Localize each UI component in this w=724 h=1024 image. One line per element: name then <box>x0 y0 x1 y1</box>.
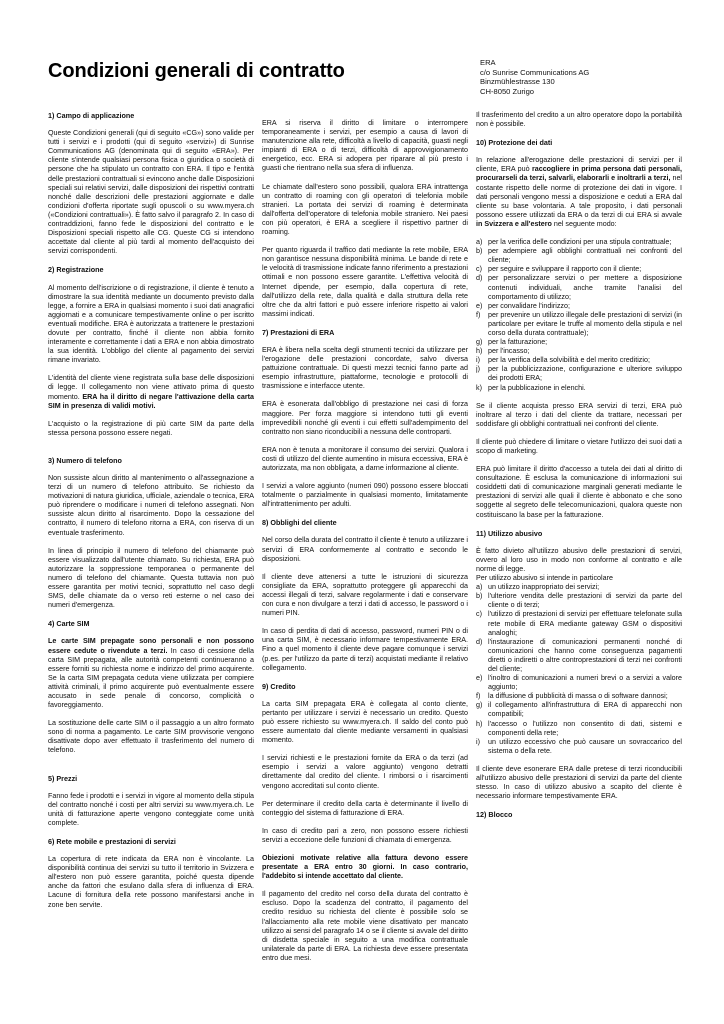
text-run: nel seguente modo: <box>551 219 617 228</box>
section-heading-protezione-dei-dati: 10) Protezione dei dati <box>476 138 553 148</box>
list-letter: i) <box>476 737 480 746</box>
list-text: per la verifica della solvibilità e del merito creditizio; <box>488 356 650 365</box>
list-item <box>476 692 682 701</box>
address-street: Binzmühlestrasse 130 <box>480 77 555 87</box>
section-paragraph: La carta SIM prepagata ERA è collegata al conto cliente, pertanto per utilizzare i servizi è necessario un credito. Questo può essere richiesto su www.myera.ch. Il saldo del conto può essere aumentato dal cliente mediante versamenti in qualsiasi momento. <box>262 699 468 745</box>
section-paragraph <box>48 637 254 710</box>
list-text: per la pubblicazione in elenchi. <box>488 383 586 392</box>
section-paragraph: Queste Condizioni generali (qui di seguito «CG») sono valide per tutti i servizi e i prodotti (qui di seguito «servizi») di Sunrise Communications AG (denominata qui di seguito «ERA»). Per cliente s'intende qualsiasi persona fisica o giuridica o società di persone che ha stipulato un contratto con ERA. Il tipo e l'entità delle prestazioni contrattuali si evincono anche dalle Disposizioni speciali sui relativi servizi, dalle disposizioni dei rispettivi contratti nonché dalle descrizioni delle prestazioni aggiornate e dalle condizioni d'offerta riportate sugli opuscoli o su www.myera.ch («Condizioni contrattuali»). È fatto salvo il paragrafo 2. In caso di contraddizioni, fanno fede le disposizioni del contratto e le Disposizioni speciali rispetto alle CG. Queste CG si intendono accettate dal cliente al più tardi al momento dell'acquisto dei servizi corrispondenti. <box>48 129 254 256</box>
section-paragraph: Le chiamate dall'estero sono possibili, qualora ERA intrattenga un contratto di roaming con gli operatori di telefonia mobile stranieri. La portata dei servizi di roaming è determinata dall'offerta dell'operatore di telefonia mobile straniero. Nei paesi con più operatori, è ERA a scegliere il rispettivo partner di roaming. <box>262 182 468 237</box>
list-text: l'instaurazione di comunicazioni permanenti nonché di comunicazioni che hanno come conseguenza pagamenti diretti o indiretti o altre controprestazioni di terzi nei confronti del cliente; <box>488 637 682 673</box>
list-letter: k) <box>476 383 482 392</box>
list-item <box>476 738 682 756</box>
list-text: per la verifica delle condizioni per una stipula contrattuale; <box>488 238 672 247</box>
list-item <box>476 610 682 637</box>
section-paragraph: In caso di credito pari a zero, non possono essere richiesti servizi a eccezione delle funzioni di chiamata di emergenza. <box>262 826 468 844</box>
section-paragraph: ERA può limitare il diritto d'accesso a tutela dei dati al diritto di consultazione. È esclusa la comunicazione di informazioni sui cosiddetti dati di comunicazione marginali generati mediante le prestazioni di servizi alle quali il cliente è abbonato e che sono soggette al segreto delle telecomunicazioni, qualora queste non costituiscano la base per la fatturazione. <box>476 465 682 519</box>
section-paragraph: Il cliente deve esonerare ERA dalle pretese di terzi riconducibili all'utilizzo abusivo delle prestazioni di servizi da parte del cliente stesso. In caso di utilizzo abusivo a scapito del cliente è necessario informare tempestivamente ERA. <box>476 764 682 801</box>
section-paragraph: ERA è libera nella scelta degli strumenti tecnici da utilizzare per l'erogazione delle prestazioni concordate, salvo diversa pattuizione contrattuale. Di questi mezzi tecnici fanno parte ad esempio infrastrutture, piattaforme, tecnologie e protocolli di trasmissione e interfacce utente. <box>262 345 468 391</box>
list-letter: e) <box>476 674 483 683</box>
list-text: per la pubblicizzazione, configurazione e ulteriore sviluppo dei prodotti ERA; <box>488 365 682 383</box>
bold-text-run: ERA ha il diritto di negare l'attivazione della carta SIM in presenza di validi motivi. <box>48 392 254 410</box>
list-text: un utilizzo inappropriato dei servizi; <box>488 583 600 592</box>
text-run: In relazione all'erogazione delle prestazioni di servizi per il cliente, ERA può <box>476 156 682 174</box>
section-heading-prestazioni-di-era: 7) Prestazioni di ERA <box>262 327 335 337</box>
list-item <box>476 338 682 347</box>
bold-text-run: Le carte SIM prepagate sono personali e non possono essere cedute o rivendute a terzi. <box>48 637 254 655</box>
list-letter: d) <box>476 274 483 283</box>
list-letter: f) <box>476 310 481 319</box>
section-paragraph: Per utilizzo abusivo si intende in particolare <box>476 574 613 583</box>
abuse-list <box>476 583 682 756</box>
list-letter: a) <box>476 238 483 247</box>
section-heading-numero-di-telefono: 3) Numero di telefono <box>48 455 122 465</box>
column-middle <box>262 119 468 1019</box>
section-paragraph: La sostituzione delle carte SIM o il passaggio a un altro formato sono di norma a pagamento. Le carte SIM provvisorie vengono disattivate dopo aver effettuato il trasferimento del numero di telefono. <box>48 719 254 755</box>
sender-address <box>480 58 589 96</box>
list-item <box>476 265 682 274</box>
section-paragraph: Il cliente può chiedere di limitare o vietare l'utilizzo dei suoi dati a scopo di marketing. <box>476 437 682 455</box>
address-company: ERA <box>480 58 496 67</box>
list-letter: g) <box>476 701 483 710</box>
list-item <box>476 701 682 719</box>
list-text: per personalizzare servizi o per mettere a disposizione contenuti individuali, anche tramite l'analisi del comportamento di utilizzo; <box>488 274 682 301</box>
text-run: In caso di cessione della carta SIM prepagata, alle autorità competenti continueranno a essere forniti su richiesta nome e indirizzo del primo acquirente. Se la carta SIM prepagata ceduta viene utilizzata per compiere attività criminali, il primo acquirente può eventualmente essere accusato in sede penale di concorso, complicità o favoreggiamento. <box>48 646 254 710</box>
list-item <box>476 247 682 265</box>
section-heading-rete-mobile: 6) Rete mobile e prestazioni di servizi <box>48 837 176 846</box>
list-letter: i) <box>476 356 480 365</box>
section-paragraph: Il trasferimento del credito a un altro operatore dopo la portabilità non è possibile. <box>476 111 682 129</box>
section-paragraph: I servizi a valore aggiunto (numeri 090) possono essere bloccati totalmente o parzialmente in qualsiasi momento, limitatamente all'intrattenimento per adulti. <box>262 482 468 509</box>
address-city: CH-8050 Zurigo <box>480 86 535 96</box>
section-paragraph <box>48 374 254 410</box>
list-item <box>476 311 682 338</box>
list-text: il collegamento all'infrastruttura di ERA di apparecchi non compatibili; <box>488 701 682 719</box>
list-text: l'accesso o l'utilizzo non consentito di dati, sistemi e componenti della rete; <box>488 719 682 737</box>
section-paragraph: ERA non è tenuta a monitorare il consumo dei servizi. Qualora i costi di utilizzo del cliente aumentino in misura eccessiva, ERA è autorizzata, ma non obbligata, a darne informazione al cliente. <box>262 445 468 472</box>
section-paragraph: Nel corso della durata del contratto il cliente è tenuto a utilizzare i servizi di ERA conformemente al contratto e secondo le disposizioni. <box>262 536 468 563</box>
list-item <box>476 638 682 674</box>
list-item <box>476 583 682 592</box>
section-paragraph: In linea di principio il numero di telefono del chiamante può essere visualizzato dall'utente chiamato. Su richiesta, ERA può autorizzare la soppressione temporanea o permanente del numero di telefono del chiamante. Questa tuttavia non può essere garantita per motivi tecnici, soprattutto nel caso degli SMS, delle chiamate da o verso reti esterne o nel caso dei numeri d'emergenza. <box>48 546 254 610</box>
section-paragraph: Non sussiste alcun diritto al mantenimento o all'assegnazione a terzi di un numero di telefono attribuito. Se richiesto da motivazioni di natura giuridica, ufficiale, aziendale o tecnica, ERA può riprendere o modificare i numeri di telefono assegnati. Non sussiste alcun diritto al risarcimento. Dopo la cessazione del contratto, il numero di telefono ritorna a ERA, con riserva di un eventuale trasferimento. <box>48 474 254 537</box>
list-letter: h) <box>476 347 483 356</box>
data-usage-list <box>476 238 682 393</box>
section-heading-registrazione: 2) Registrazione <box>48 265 104 275</box>
column-left <box>48 111 254 1011</box>
list-text: per la fatturazione; <box>488 338 548 347</box>
list-letter: e) <box>476 301 483 310</box>
bold-text-run: in Svizzera e all'estero <box>476 219 552 228</box>
list-item <box>476 238 682 247</box>
section-heading-carte-sim: 4) Carte SIM <box>48 619 90 629</box>
list-letter: b) <box>476 592 483 601</box>
list-item <box>476 347 682 356</box>
list-letter: h) <box>476 719 483 728</box>
list-text: l'inoltro di comunicazioni a numeri brevi o a servizi a valore aggiunto; <box>488 674 682 692</box>
list-letter: j) <box>476 365 480 374</box>
list-letter: f) <box>476 692 481 701</box>
bold-text-run: raccogliere in prima persona dati personali, procurarseli da terzi, salvarli, elaborarli e inoltrarli a terzi, <box>476 165 682 183</box>
section-paragraph: Il pagamento del credito nel corso della durata del contratto è escluso. Dopo la scadenza del contratto, il pagamento del credito residuo su richiesta del cliente è possibile solo se l'allacciamento alla rete mobile viene disattivato per mancato utilizzo ai sensi del paragrafo 14 o se il cliente si avvale del diritto di disdetta speciale in seguito a una modifica contrattuale unilaterale da parte di ERA. La richiesta deve essere presentata entro due mesi. <box>262 890 468 962</box>
list-letter: c) <box>476 265 482 274</box>
list-text: la diffusione di pubblicità di massa o di software dannosi; <box>488 692 668 701</box>
address-care-of: c/o Sunrise Communications AG <box>480 67 590 77</box>
section-paragraph: L'acquisto o la registrazione di più carte SIM da parte della stessa persona possono essere negati. <box>48 419 254 437</box>
list-text: l'ulteriore vendita delle prestazioni di servizi da parte del cliente o di terzi; <box>488 592 682 610</box>
section-heading-blocco: 12) Blocco <box>476 810 513 820</box>
section-heading-credito: 9) Credito <box>262 681 296 691</box>
section-heading-campo-di-applicazione: 1) Campo di applicazione <box>48 111 135 120</box>
text-run: nel costante rispetto delle norme di protezione dei dati in vigore. I dati personali vengono messi a disposizione e ceduti a ERA dal cliente su base volontaria. A tale proposito, i dati personali possono essere utilizzati da ERA o da terzi di cui ERA si avvale <box>476 174 682 219</box>
page-title: Condizioni generali di contratto <box>48 60 345 82</box>
list-text: per adempiere agli obblighi contrattuali nei confronti del cliente; <box>488 247 682 265</box>
list-text: l'utilizzo di prestazioni di servizi per effettuare telefonate sulla rete mobile di ERA mediante gateway GSM o dispositivi analoghi; <box>488 610 682 637</box>
list-text: per l'incasso; <box>488 347 530 356</box>
list-item <box>476 592 682 610</box>
section-heading-obblighi-del-cliente: 8) Obblighi del cliente <box>262 518 337 528</box>
section-paragraph-bold: Obiezioni motivate relative alla fattura devono essere presentate a ERA entro 30 giorni. In caso contrario, l'addebito si intende accettato dal cliente. <box>262 854 468 881</box>
section-paragraph: Per determinare il credito della carta è determinante il livello di conteggio del sistema di fatturazione di ERA. <box>262 799 468 817</box>
list-text: per prevenire un utilizzo illegale delle prestazioni di servizi (in particolare per evitare le truffe al momento della stipula e nel corso della durata contrattuale); <box>488 310 682 337</box>
section-paragraph: In caso di perdita di dati di accesso, password, numeri PIN o di una carta SIM, è necessario informare tempestivamente ERA. Fino a quel momento il cliente deve pagare comunque i servizi (p.es. per l'utilizzo da parte di terzi) acquistati mediante il relativo collegamento. <box>262 627 468 672</box>
list-letter: c) <box>476 610 482 619</box>
list-text: per convalidare l'indirizzo; <box>488 301 570 310</box>
section-paragraph: Il cliente deve attenersi a tutte le istruzioni di sicurezza consigliate da ERA, soprattutto proteggere gli apparecchi da accessi illegali di terzi, salvare regolarmente i dati e conservare con cura e non divulgare a terzi i dati di accesso, le password o i numeri PIN. <box>262 572 468 618</box>
section-paragraph: È fatto divieto all'utilizzo abusivo delle prestazioni di servizi, ovvero al loro uso in modo non conforme al contratto e alle norme di legge. <box>476 546 682 573</box>
list-text: per seguire e sviluppare il rapporto con il cliente; <box>488 265 642 274</box>
section-paragraph: Fanno fede i prodotti e i servizi in vigore al momento della stipula del contratto nonché i costi per altri servizi su www.myera.ch. Le unità di fatturazione aperte vengono conteggiate come unità complete. <box>48 791 254 827</box>
list-item <box>476 384 682 393</box>
list-item <box>476 720 682 738</box>
section-paragraph: La copertura di rete indicata da ERA non è vincolante. La disponibilità continua dei servizi su tutto il territorio in Svizzera e all'estero non può essere garantita, poiché questa dipende anche da fattori che esulano dalla sfera di influenza di ERA. Lacune di fornitura della rete possono manifestarsi anche in zone ben servite. <box>48 855 254 909</box>
list-letter: d) <box>476 637 483 646</box>
list-letter: b) <box>476 247 483 256</box>
section-paragraph: Per quanto riguarda il traffico dati mediante la rete mobile, ERA non garantisce nessuna disponibilità minima. Le bande di rete e le velocità di trasmissione indicate fanno riferimento a prestazioni ottimali e non possono essere garantite. L'effettiva velocità di Internet dipende, per esempio, dalla copertura di rete, dall'utilizzo della rete, dalla qualità e dalla struttura della rete oltre che da altri fattori e può essere inferiore rispetto ai valori massimi indicati. <box>262 246 468 318</box>
list-item <box>476 274 682 301</box>
section-paragraph: ERA si riserva il diritto di limitare o interrompere temporaneamente i servizi, per esempio a causa di lavori di manutenzione alla rete, difficoltà a livello di capacità, guasti negli impianti di ERA o di terzi, difficoltà di approvvigionamento energetico, ecc. ERA si adopera per riparare al più presto i guasti che rientrano nella sua sfera di influenza. <box>262 119 468 173</box>
list-letter: a) <box>476 583 483 592</box>
column-right <box>476 111 682 1011</box>
list-item <box>476 365 682 383</box>
list-item <box>476 302 682 311</box>
list-text: un utilizzo eccessivo che può causare un sovraccarico del sistema o della rete. <box>488 737 682 755</box>
list-item <box>476 674 682 692</box>
list-item <box>476 356 682 365</box>
section-paragraph: ERA è esonerata dall'obbligo di prestazione nei casi di forza maggiore. Per forza maggiore si intendono tutti gli eventi imprevedibili nonché gli eventi i cui effetti sull'adempimento del contratto non siano riconducibili a nessuna delle controparti. <box>262 400 468 436</box>
text-run: L'identità del cliente viene registrata sulla base delle disposizioni di legge. Il collegamento non viene attivato prima di questo momento. <box>48 374 254 401</box>
list-letter: g) <box>476 338 483 347</box>
section-paragraph: I servizi richiesti e le prestazioni fornite da ERA o da terzi (ad esempio i servizi a valore aggiunto) vengono detratti direttamente dal credito del cliente. I rimborsi o i risarcimenti vengono accreditati sul conto cliente. <box>262 754 468 790</box>
section-paragraph: Se il cliente acquista presso ERA servizi di terzi, ERA può inoltrare al terzo i dati del cliente da trattare, necessari per soddisfare gli obblighi contrattuali nei confronti del cliente. <box>476 401 682 428</box>
section-heading-prezzi: 5) Prezzi <box>48 773 78 783</box>
section-heading-utilizzo-abusivo: 11) Utilizzo abusivo <box>476 528 543 538</box>
section-paragraph <box>476 156 682 229</box>
section-paragraph: Al momento dell'iscrizione o di registrazione, il cliente è tenuto a dimostrare la sua identità mediante un documento previsto dalla legge, a fornire a ERA in qualsiasi momento i suoi dati anagrafici aggiornati e a comunicare tempestivamente online o per iscritto eventuali modifiche. ERA è autorizzata a trattenere le prestazioni dovute per contratto, finché il cliente non abbia fornito interamente e correttamente i dati a ERA e non abbia dimostrato la sua identità. L'obbligo del cliente al pagamento dei servizi rimane invariato. <box>48 283 254 365</box>
